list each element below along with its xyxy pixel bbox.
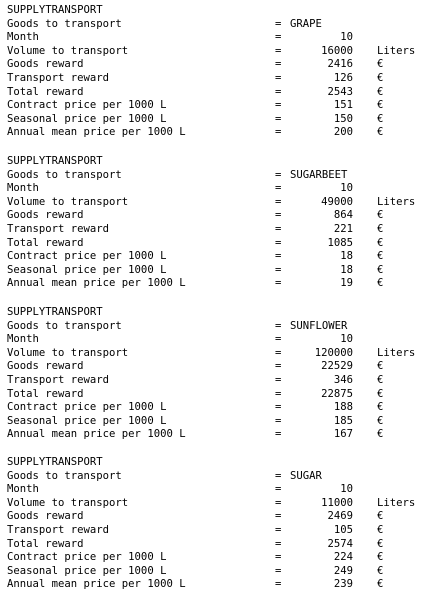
equals-sign: = (275, 578, 282, 591)
equals-sign: = (275, 71, 282, 84)
total-reward-label: Total reward (7, 387, 84, 400)
euro-unit: € (377, 360, 384, 373)
goods-reward-value: 2416 (327, 58, 353, 71)
euro-unit: € (377, 250, 384, 263)
record-header: SUPPLYTRANSPORT (7, 456, 103, 468)
goods-value: GRAPE (290, 17, 322, 30)
seasonal-price-value: 249 (333, 564, 353, 577)
equals-sign: = (275, 346, 282, 359)
equals-sign: = (275, 112, 282, 125)
euro-unit: € (377, 99, 384, 112)
euro-unit: € (377, 401, 384, 414)
equals-sign: = (275, 250, 282, 263)
goods-label: Goods to transport (7, 168, 122, 181)
volume-value: 16000 (321, 44, 353, 57)
contract-price-label: Contract price per 1000 L (7, 99, 167, 112)
equals-sign: = (275, 537, 282, 550)
euro-unit: € (377, 537, 384, 550)
equals-sign: = (275, 31, 282, 44)
equals-sign: = (275, 222, 282, 235)
euro-unit: € (377, 263, 384, 276)
euro-unit: € (377, 71, 384, 84)
transport-reward-label: Transport reward (7, 71, 110, 84)
total-reward-value: 22875 (321, 387, 353, 400)
contract-price-label: Contract price per 1000 L (7, 401, 167, 414)
equals-sign: = (275, 373, 282, 386)
euro-unit: € (377, 85, 384, 98)
transport-reward-label: Transport reward (7, 523, 110, 536)
total-reward-label: Total reward (7, 85, 84, 98)
seasonal-price-value: 150 (333, 112, 353, 125)
seasonal-price-label: Seasonal price per 1000 L (7, 112, 167, 125)
contract-price-value: 188 (333, 401, 353, 414)
equals-sign: = (275, 414, 282, 427)
goods-label: Goods to transport (7, 469, 122, 482)
equals-sign: = (275, 469, 282, 482)
transport-reward-value: 126 (333, 71, 353, 84)
euro-unit: € (377, 510, 384, 523)
goods-reward-value: 864 (333, 209, 353, 222)
month-label: Month (7, 483, 39, 496)
goods-label: Goods to transport (7, 17, 122, 30)
equals-sign: = (275, 277, 282, 290)
equals-sign: = (275, 496, 282, 509)
annual-price-value: 239 (333, 578, 353, 591)
volume-label: Volume to transport (7, 44, 129, 57)
equals-sign: = (275, 510, 282, 523)
record-block (7, 306, 437, 442)
volume-value: 49000 (321, 195, 353, 208)
equals-sign: = (275, 387, 282, 400)
equals-sign: = (275, 236, 282, 249)
seasonal-price-label: Seasonal price per 1000 L (7, 414, 167, 427)
liters-unit: Liters (377, 195, 416, 208)
equals-sign: = (275, 44, 282, 57)
equals-sign: = (275, 126, 282, 139)
month-value: 10 (340, 483, 353, 496)
transport-reward-label: Transport reward (7, 222, 110, 235)
month-value: 10 (340, 333, 353, 346)
record-header: SUPPLYTRANSPORT (7, 4, 103, 16)
equals-sign: = (275, 523, 282, 536)
volume-label: Volume to transport (7, 496, 129, 509)
goods-value: SUNFLOWER (290, 319, 348, 332)
month-label: Month (7, 182, 39, 195)
equals-sign: = (275, 58, 282, 71)
total-reward-value: 2574 (327, 537, 353, 550)
euro-unit: € (377, 523, 384, 536)
seasonal-price-label: Seasonal price per 1000 L (7, 564, 167, 577)
contract-price-label: Contract price per 1000 L (7, 551, 167, 564)
goods-reward-label: Goods reward (7, 510, 84, 523)
volume-value: 120000 (314, 346, 353, 359)
total-reward-value: 2543 (327, 85, 353, 98)
total-reward-label: Total reward (7, 236, 84, 249)
euro-unit: € (377, 126, 384, 139)
equals-sign: = (275, 564, 282, 577)
equals-sign: = (275, 401, 282, 414)
goods-reward-value: 2469 (327, 510, 353, 523)
annual-price-label: Annual mean price per 1000 L (7, 277, 186, 290)
euro-unit: € (377, 551, 384, 564)
euro-unit: € (377, 387, 384, 400)
volume-label: Volume to transport (7, 346, 129, 359)
month-label: Month (7, 333, 39, 346)
equals-sign: = (275, 168, 282, 181)
equals-sign: = (275, 483, 282, 496)
month-value: 10 (340, 182, 353, 195)
month-value: 10 (340, 31, 353, 44)
month-label: Month (7, 31, 39, 44)
euro-unit: € (377, 236, 384, 249)
record-block (7, 4, 437, 140)
equals-sign: = (275, 551, 282, 564)
euro-unit: € (377, 222, 384, 235)
goods-value: SUGARBEET (290, 168, 348, 181)
annual-price-label: Annual mean price per 1000 L (7, 578, 186, 591)
equals-sign: = (275, 85, 282, 98)
transport-reward-value: 346 (333, 373, 353, 386)
euro-unit: € (377, 428, 384, 441)
annual-price-value: 200 (333, 126, 353, 139)
equals-sign: = (275, 99, 282, 112)
euro-unit: € (377, 373, 384, 386)
seasonal-price-label: Seasonal price per 1000 L (7, 263, 167, 276)
contract-price-value: 151 (333, 99, 353, 112)
volume-label: Volume to transport (7, 195, 129, 208)
transport-reward-value: 105 (333, 523, 353, 536)
goods-value: SUGAR (290, 469, 322, 482)
volume-value: 11000 (321, 496, 353, 509)
euro-unit: € (377, 58, 384, 71)
liters-unit: Liters (377, 44, 416, 57)
equals-sign: = (275, 319, 282, 332)
transport-reward-label: Transport reward (7, 373, 110, 386)
equals-sign: = (275, 263, 282, 276)
liters-unit: Liters (377, 496, 416, 509)
goods-reward-value: 22529 (321, 360, 353, 373)
seasonal-price-value: 18 (340, 263, 353, 276)
goods-reward-label: Goods reward (7, 58, 84, 71)
total-reward-label: Total reward (7, 537, 84, 550)
equals-sign: = (275, 209, 282, 222)
seasonal-price-value: 185 (333, 414, 353, 427)
annual-price-label: Annual mean price per 1000 L (7, 126, 186, 139)
euro-unit: € (377, 414, 384, 427)
goods-label: Goods to transport (7, 319, 122, 332)
contract-price-label: Contract price per 1000 L (7, 250, 167, 263)
contract-price-value: 18 (340, 250, 353, 263)
equals-sign: = (275, 333, 282, 346)
total-reward-value: 1085 (327, 236, 353, 249)
record-header: SUPPLYTRANSPORT (7, 306, 103, 318)
record-block (7, 155, 437, 291)
equals-sign: = (275, 17, 282, 30)
equals-sign: = (275, 428, 282, 441)
equals-sign: = (275, 195, 282, 208)
euro-unit: € (377, 277, 384, 290)
record-header: SUPPLYTRANSPORT (7, 155, 103, 167)
contract-price-value: 224 (333, 551, 353, 564)
euro-unit: € (377, 564, 384, 577)
equals-sign: = (275, 360, 282, 373)
euro-unit: € (377, 209, 384, 222)
annual-price-value: 19 (340, 277, 353, 290)
goods-reward-label: Goods reward (7, 360, 84, 373)
euro-unit: € (377, 578, 384, 591)
euro-unit: € (377, 112, 384, 125)
liters-unit: Liters (377, 346, 416, 359)
goods-reward-label: Goods reward (7, 209, 84, 222)
transport-reward-value: 221 (333, 222, 353, 235)
annual-price-value: 167 (333, 428, 353, 441)
annual-price-label: Annual mean price per 1000 L (7, 428, 186, 441)
equals-sign: = (275, 182, 282, 195)
record-block (7, 456, 437, 592)
